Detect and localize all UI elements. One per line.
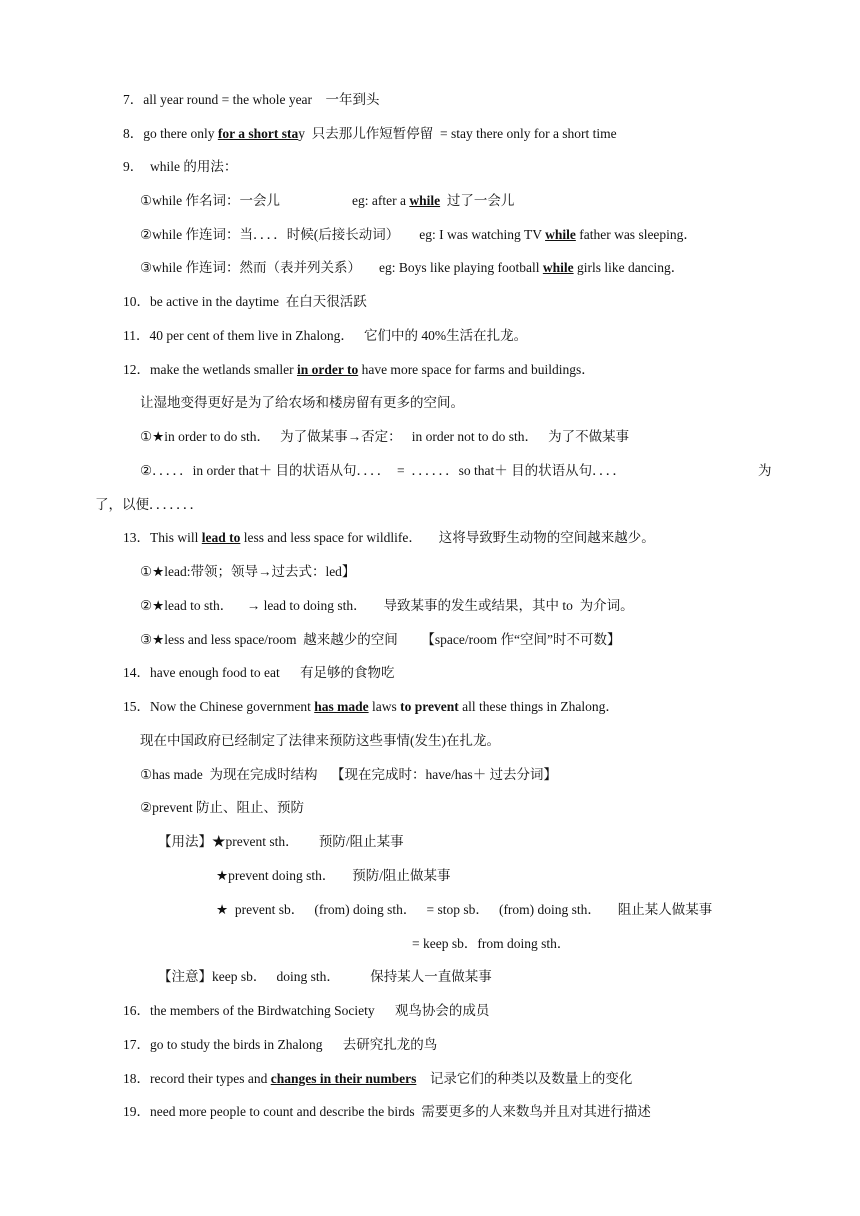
- item-13-sub-3: ③★less and less space/room 越来越少的空间 【space/room 作“空间”时不可数】: [140, 632, 621, 647]
- item-15-usage-3: ★ prevent sb． (from) doing sth． = stop sb． (from) doing sth． 阻止某人做某事: [216, 902, 713, 917]
- item-10: 10．be active in the daytime 在白天很活跃: [123, 294, 367, 309]
- item-15-usage-3-equiv: = keep sb．from doing sth．: [412, 936, 571, 951]
- underlined-phrase: in order to: [296, 362, 359, 377]
- item-15: 15．Now the Chinese government has made laws to prevent all these things in Zhalong．: [123, 699, 619, 714]
- underlined-phrase: while: [545, 227, 576, 242]
- item-8: 8．go there only for a short stay 只去那儿作短暂停留 = stay there only for a short time: [123, 126, 617, 141]
- item-9-sub-2: ②while 作连词：当．．．．时候(后接长动词） eg: I was watching TV while father was sleeping．: [140, 227, 697, 242]
- underlined-phrase: while: [542, 260, 574, 275]
- item-12-translation: 让湿地变得更好是为了给农场和楼房留有更多的空间。: [140, 395, 464, 410]
- item-12: 12．make the wetlands smaller in order to have more space for farms and buildings．: [123, 362, 595, 377]
- item-15-usage-1: 【用法】★prevent sth． 预防/阻止某事: [158, 834, 404, 849]
- item-15-translation: 现在中国政府已经制定了法律来预防这些事情(发生)在扎龙。: [140, 733, 500, 748]
- underlined-phrase: lead to: [201, 530, 241, 545]
- item-12-sub-1: ①★in order to do sth． 为了做某事→否定： in order not to do sth． 为了不做某事: [140, 429, 630, 444]
- underlined-phrase: while: [409, 193, 441, 208]
- underlined-phrase: has made: [314, 699, 369, 714]
- item-9-sub-3: ③while 作连词：然而（表并列关系） eg: Boys like playing football while girls like dancing．: [140, 260, 685, 275]
- underlined-phrase: for a short sta: [217, 126, 299, 141]
- item-11: 11．40 per cent of them live in Zhalong． 它们中的 40%生活在扎龙。: [123, 328, 528, 343]
- item-9: 9． while 的用法：: [123, 159, 238, 174]
- item-7: 7．all year round = the whole year 一年到头: [123, 92, 380, 107]
- underlined-phrase: changes in their numbers: [270, 1071, 417, 1086]
- item-17: 17．go to study the birds in Zhalong 去研究扎龙的鸟: [123, 1037, 438, 1052]
- item-13-sub-2: ②★lead to sth． → lead to doing sth． 导致某事的发生或结果，其中 to 为介词。: [140, 598, 634, 613]
- item-15-usage-2: ★prevent doing sth． 预防/阻止做某事: [216, 868, 451, 883]
- item-12-sub-2-cont: 了，以便．．．．．．．: [95, 497, 203, 512]
- item-12-sub-2-tail: 为: [758, 463, 772, 478]
- item-18: 18．record their types and changes in their numbers 记录它们的种类以及数量上的变化: [123, 1071, 633, 1086]
- item-19: 19．need more people to count and describe the birds 需要更多的人来数鸟并且对其进行描述: [123, 1104, 651, 1119]
- bold-phrase: to prevent: [400, 699, 459, 714]
- item-16: 16．the members of the Birdwatching Society 观鸟协会的成员: [123, 1003, 490, 1018]
- item-12-sub-2: ②．．．．．in order that＋ 目的状语从句．．．． = ．．．．．．so that＋ 目的状语从句．．．．: [140, 463, 626, 478]
- item-13: 13．This will lead to less and less space for wildlife． 这将导致野生动物的空间越来越少。: [123, 530, 655, 545]
- item-15-note: 【注意】keep sb． doing sth． 保持某人一直做某事: [158, 969, 492, 984]
- item-14: 14．have enough food to eat 有足够的食物吃: [123, 665, 395, 680]
- item-13-sub-1: ①★lead:带领；领导→过去式：led】: [140, 564, 356, 579]
- item-9-sub-1: ①while 作名词：一会儿 eg: after a while 过了一会儿: [140, 193, 515, 208]
- item-15-sub-2: ②prevent 防止、阻止、预防: [140, 800, 304, 815]
- item-15-sub-1: ①has made 为现在完成时结构 【现在完成时：have/has＋ 过去分词】: [140, 767, 558, 782]
